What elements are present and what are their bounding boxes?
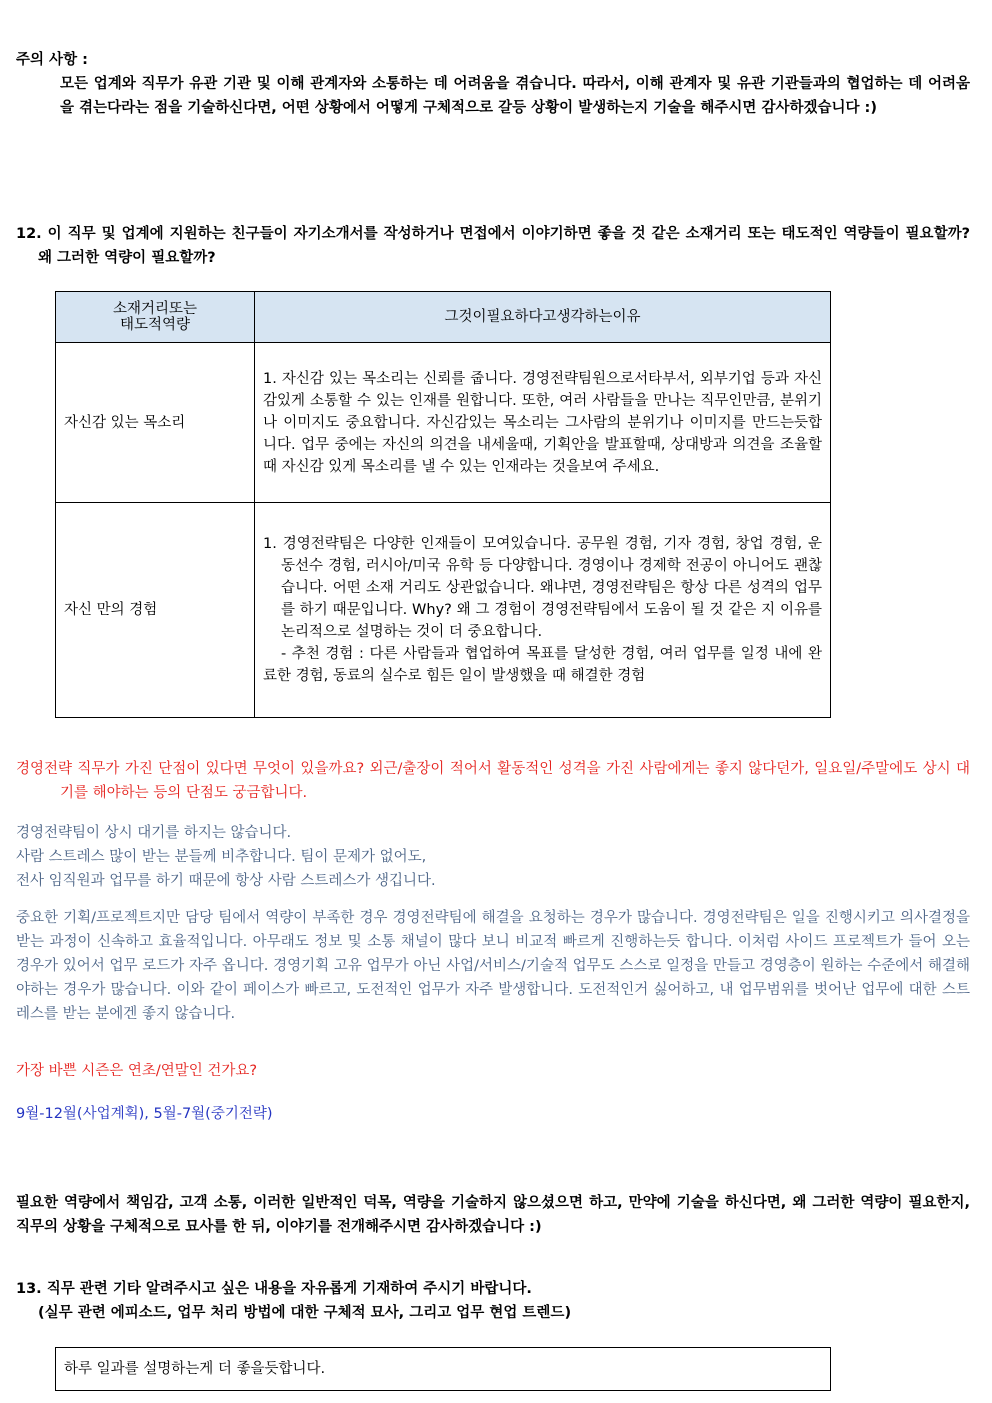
table-row — [56, 343, 831, 503]
header-item-line1: 소재거리또는 — [112, 301, 198, 317]
notice-section — [16, 48, 970, 120]
question-12 — [16, 222, 970, 270]
table-header-reason: 그것이필요하다고생각하는이유 — [255, 292, 831, 343]
table-header-item — [56, 292, 255, 343]
notice-title: 주의 사항 : — [16, 52, 88, 68]
answer-line: 경영전략팀이 상시 대기를 하지는 않습니다. — [16, 825, 292, 841]
question-12-title: 12. 이 직무 및 업계에 지원하는 친구들이 자기소개서를 작성하거나 면접에서 이야기하면 좋을 것 같은 소재거리 또는 태도적인 역량들이 필요할까? 왜 그러한 역량이 필요할까? — [16, 226, 970, 266]
followup-answer-2 — [16, 1102, 970, 1126]
followup-question-2-text: 가장 바쁜 시즌은 연초/연말인 건가요? — [16, 1063, 258, 1079]
answer-line: 전사 임직원과 업무를 하기 때문에 항상 사람 스트레스가 생깁니다. — [16, 873, 436, 889]
table-cell-reason: 1. 자신감 있는 목소리는 신뢰를 줍니다. 경영전략팀원으로서타부서, 외부기업 등과 자신감있게 소통할 수 있는 인재를 원합니다. 또한, 여러 사람들을 만나는 직무인만큼, 분위기나 이미지도 중요합니다. 자신감있는 목소리는 그사람의 분위기나 이미지를 만드는듯합니다. 업무 중에는 자신의 의견을 내세울때, 기획안을 발표할때, 상대방과 의견을 조율할때 자신감 있게 목소리를 낼 수 있는 인재라는 것을보여 주세요. — [255, 343, 831, 503]
question-13-answer-box — [55, 1347, 831, 1391]
table-cell-reason — [255, 503, 831, 718]
question-13-answer: 하루 일과를 설명하는게 더 좋을듯합니다. — [64, 1361, 326, 1377]
table-cell-item: 자신감 있는 목소리 — [56, 343, 255, 503]
followup-question-2 — [16, 1059, 970, 1083]
followup-question-1 — [16, 757, 970, 805]
question-13 — [16, 1277, 970, 1325]
header-item-line2: 태도적역량 — [119, 317, 191, 333]
answer-paragraph: 중요한 기획/프로젝트지만 담당 팀에서 역량이 부족한 경우 경영전략팀에 해결을 요청하는 경우가 많습니다. 경영전략팀은 일을 진행시키고 의사결정을 받는 과정이 신속하고 효율적입니다. 아무래도 정보 및 소통 채널이 많다 보니 비교적 빠르게 진행하는듯 합니다. 이처럼 사이드 프로젝트가 들어 오는 경우가 있어서 업무 로드가 자주 옵니다. 경영기획 고유 업무가 아닌 사업/서비스/기술적 업무도 스스로 일정을 만들고 경영층이 원하는 수준에서 해결해야하는 경우가 많습니다. 이와 같이 페이스가 빠르고, 도전적인 업무가 자주 발생합니다. 도전적인거 싫어하고, 내 업무범위를 벗어난 업무에 대한 스트레스를 받는 분에겐 좋지 않습니다. — [16, 910, 970, 1022]
competency-table — [55, 291, 831, 718]
table-header-row — [56, 292, 831, 343]
table-cell-item: 자신 만의 경험 — [56, 503, 255, 718]
table-row — [56, 503, 831, 718]
followup-answer-1 — [16, 821, 970, 893]
notice-body: 모든 업계와 직무가 유관 기관 및 이해 관계자와 소통하는 데 어려움을 겪습니다. 따라서, 이해 관계자 및 유관 기관들과의 협업하는 데 어려움을 겪는다라는 점을 기술하신다면, 어떤 상황에서 어떻게 구체적으로 갈등 상황이 발생하는지 기술을 해주시면 감사하겠습니다 :) — [60, 76, 970, 116]
question-13-subtitle: (실무 관련 에피소드, 업무 처리 방법에 대한 구체적 묘사, 그리고 업무 현업 트렌드) — [38, 1305, 572, 1321]
followup-question-1-text: 경영전략 직무가 가진 단점이 있다면 무엇이 있을까요? 외근/출장이 적어서 활동적인 성격을 가진 사람에게는 좋지 않다던가, 일요일/주말에도 상시 대기를 해야하는 등의 단점도 궁금합니다. — [16, 761, 970, 801]
followup-answer-1-paragraph — [16, 906, 970, 1026]
reason-text: 1. 경영전략팀은 다양한 인재들이 모여있습니다. 공무원 경험, 기자 경험, 창업 경험, 운동선수 경험, 러시아/미국 유학 등 다양합니다. 경영이나 경제학 전공이 아니어도 괜찮습니다. 어떤 소재 거리도 상관없습니다. 왜냐면, 경영전략팀은 항상 다른 성격의 업무를 하기 때문입니다. Why? 왜 그 경험이 경영전략팀에서 도움이 될 것 같은 지 이유를 논리적으로 설명하는 것이 더 중요합니다. — [263, 536, 822, 640]
reason-recommendation: - 추천 경험 : 다른 사람들과 협업하여 목표를 달성한 경험, 여러 업무를 일정 내에 완료한 경험, 동료의 실수로 힘든 일이 발생했을 때 해결한 경험 — [263, 646, 822, 684]
followup-answer-2-text: 9월-12월(사업계획), 5월-7월(중기전략) — [16, 1106, 273, 1122]
answer-line: 사람 스트레스 많이 받는 분들께 비추합니다. 팀이 문제가 없어도, — [16, 849, 427, 865]
question-13-title: 13. 직무 관련 기타 알려주시고 싶은 내용을 자유롭게 기재하여 주시기 바랍니다. — [16, 1281, 532, 1297]
notice-2 — [16, 1191, 970, 1239]
notice-2-text: 필요한 역량에서 책임감, 고객 소통, 이러한 일반적인 덕목, 역량을 기술하지 않으셨으면 하고, 만약에 기술을 하신다면, 왜 그러한 역량이 필요한지, 직무의 상황을 구체적으로 묘사를 한 뒤, 이야기를 전개해주시면 감사하겠습니다 :) — [16, 1195, 970, 1235]
